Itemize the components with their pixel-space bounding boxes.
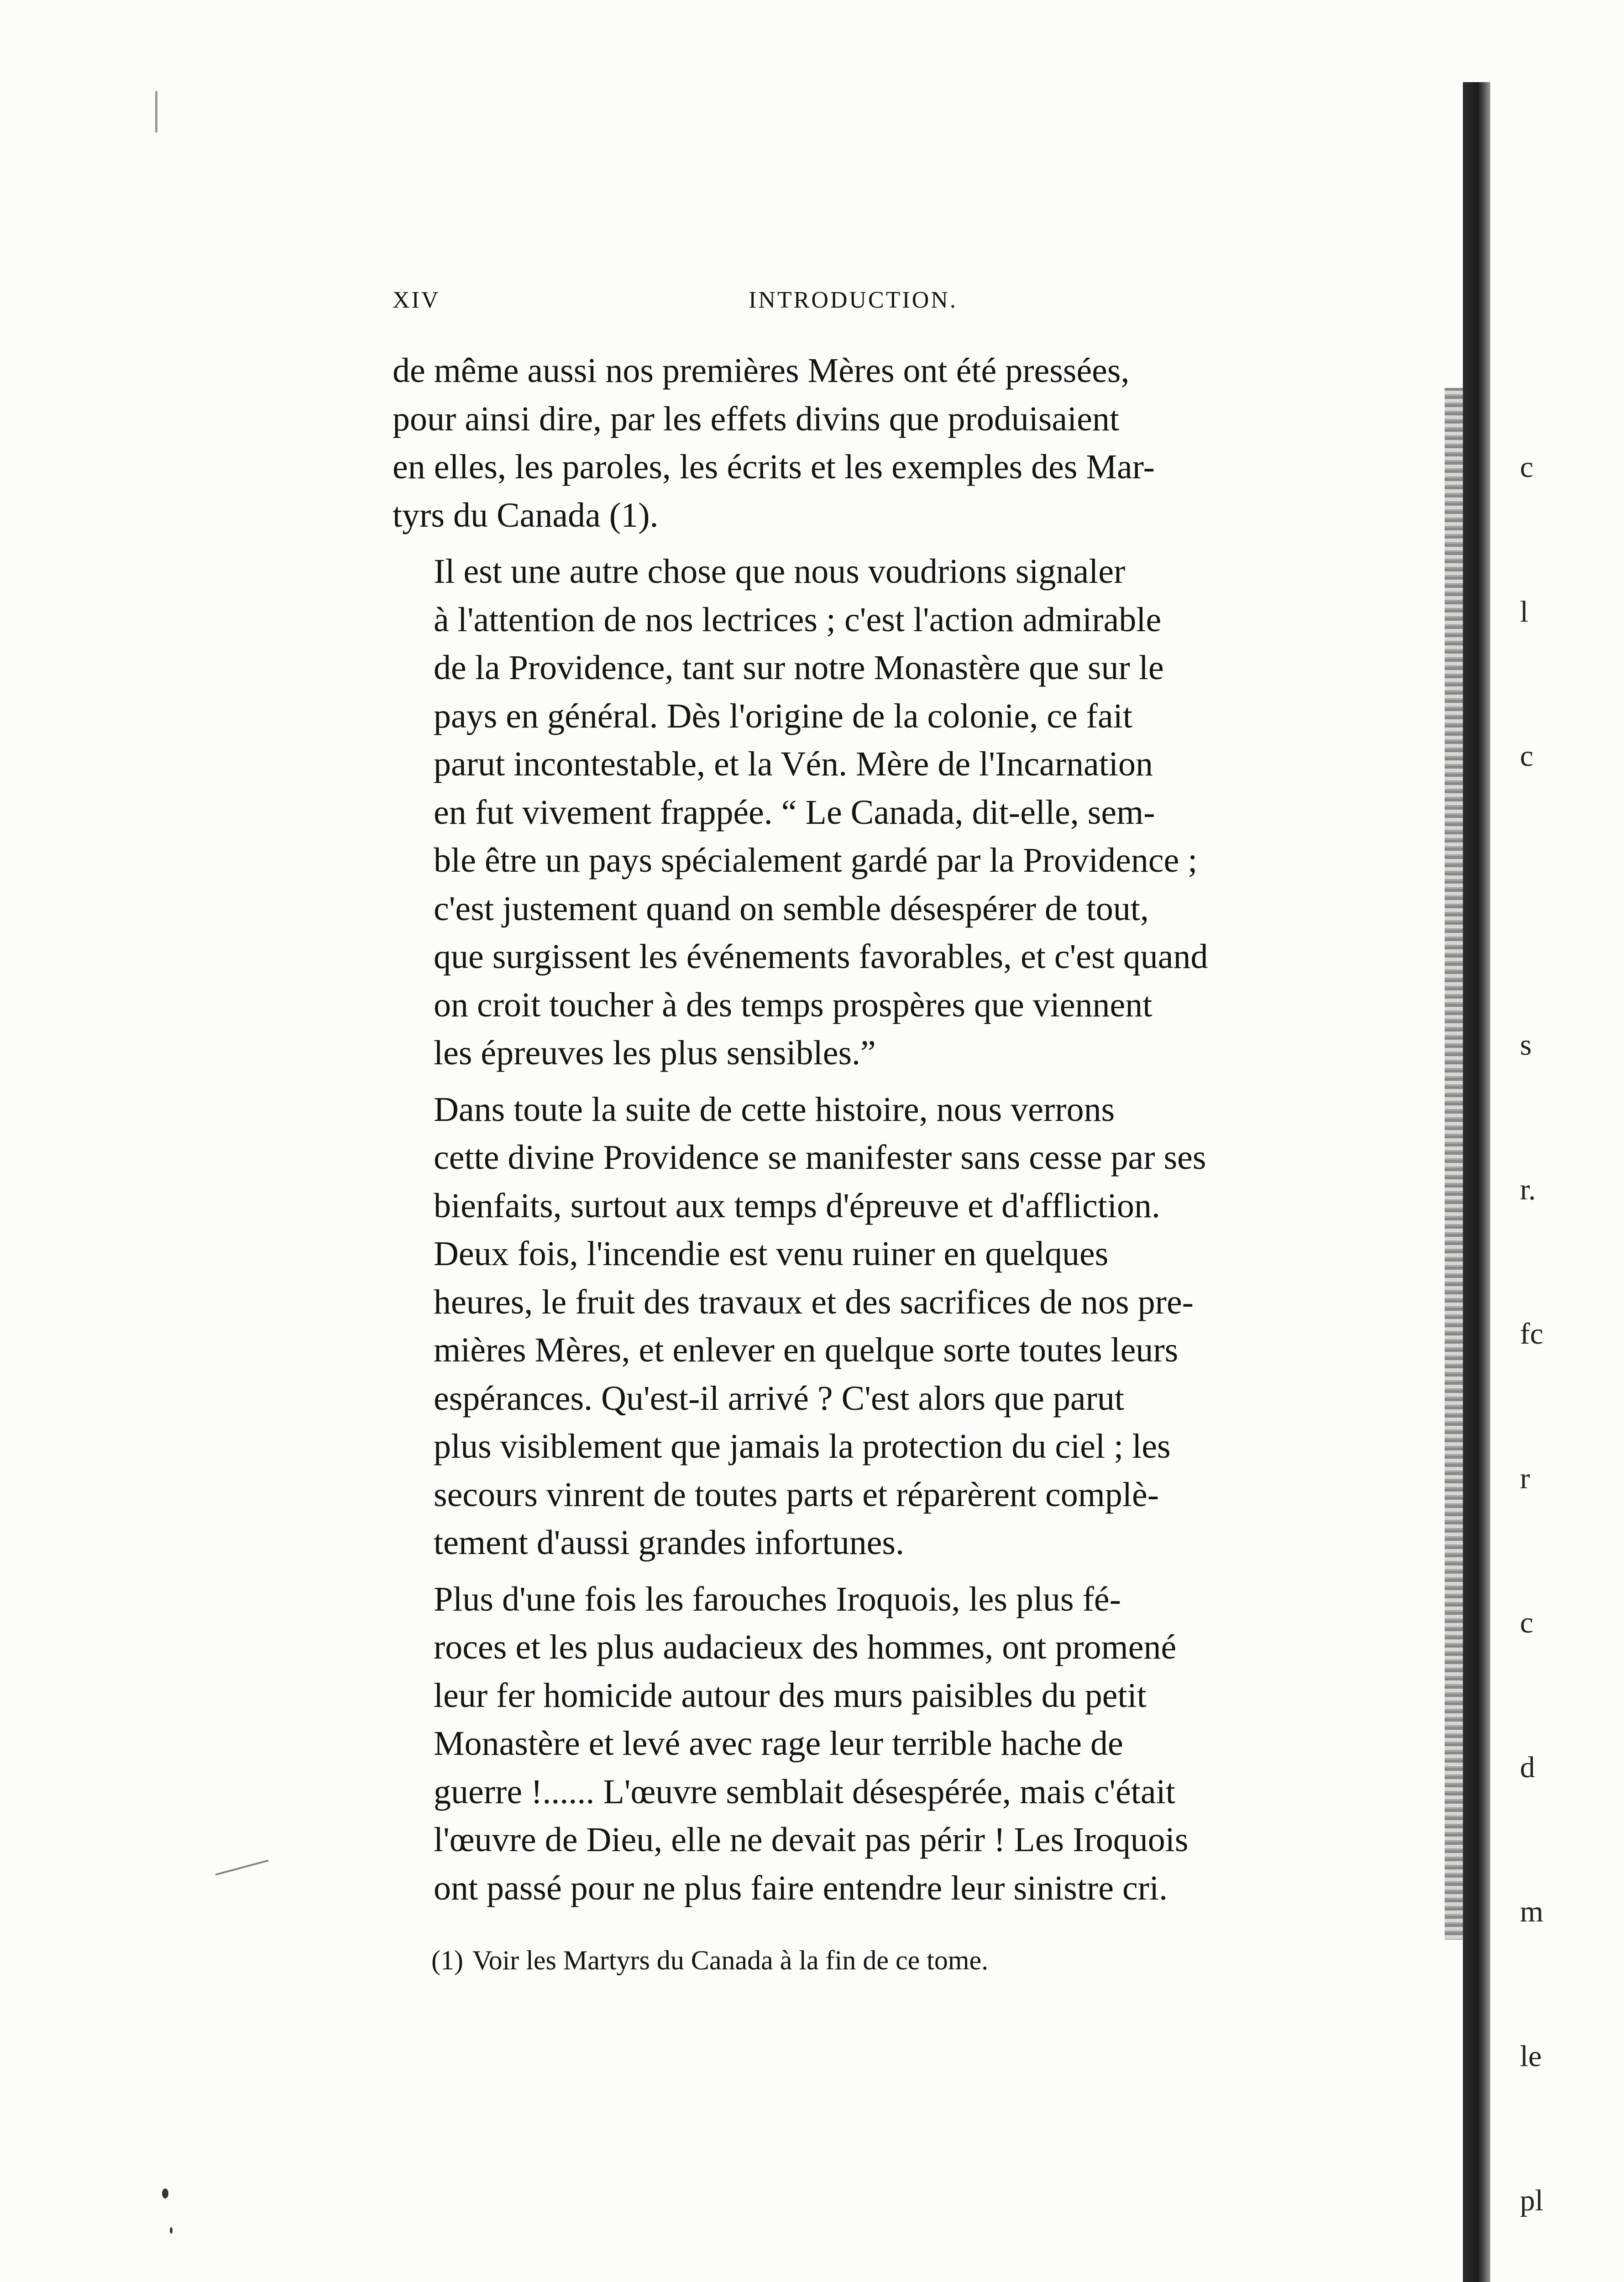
- facing-page-fragments: [1520, 347, 1624, 2282]
- text-line: leur fer homicide autour des murs paisibles du petit: [434, 1676, 1147, 1715]
- text-line: guerre !...... L'œuvre semblait désespérée, mais c'était: [434, 1772, 1175, 1811]
- text-line: ont passé pour ne plus faire entendre leur sinistre cri.: [434, 1869, 1168, 1907]
- fragment-line: c: [1520, 450, 1534, 484]
- text-line: les épreuves les plus sensibles.”: [434, 1034, 876, 1072]
- fragment-line: d: [1520, 1750, 1535, 1784]
- facing-page-shadow: [1463, 82, 1490, 2282]
- text-line: Plus d'une fois les farouches Iroquois, les plus fé-: [434, 1580, 1121, 1618]
- paragraph: [393, 1086, 1351, 1567]
- text-line: heures, le fruit des travaux et des sacrifices de nos pre-: [434, 1282, 1194, 1321]
- text-line: pays en général. Dès l'origine de la colonie, ce fait: [434, 696, 1132, 735]
- text-line: à l'attention de nos lectrices ; c'est l'action admirable: [434, 600, 1162, 639]
- text-line: cette divine Providence se manifester sans cesse par ses: [434, 1138, 1206, 1177]
- text-line: c'est justement quand on semble désespérer de tout,: [434, 889, 1149, 928]
- body-text: [393, 347, 1351, 1921]
- scan-speck: [170, 2227, 173, 2234]
- scan-speck: [215, 1860, 269, 1876]
- fragment-line: r.: [1520, 1172, 1536, 1206]
- text-line: tyrs du Canada (1).: [393, 496, 659, 534]
- scan-speck: [155, 91, 157, 132]
- text-line: Dans toute la suite de cette histoire, nous verrons: [434, 1090, 1115, 1129]
- text-line: espérances. Qu'est-il arrivé ? C'est alors que parut: [434, 1379, 1125, 1418]
- running-title: INTRODUCTION.: [749, 287, 958, 313]
- fragment-line: m: [1520, 1895, 1544, 1928]
- fragment-line: r: [1520, 1461, 1530, 1495]
- fragment-line: c: [1520, 1606, 1534, 1639]
- text-line: en elles, les paroles, les écrits et les exemples des Mar-: [393, 448, 1155, 486]
- paragraph: [393, 1575, 1351, 1913]
- text-line: de la Providence, tant sur notre Monastère que sur le: [434, 649, 1164, 687]
- text-line: Deux fois, l'incendie est venu ruiner en quelques: [434, 1235, 1109, 1273]
- text-line: plus visiblement que jamais la protection du ciel ; les: [434, 1427, 1171, 1466]
- paragraph: [393, 347, 1351, 539]
- footnote: [431, 1942, 1367, 1978]
- text-line: tement d'aussi grandes infortunes.: [434, 1523, 905, 1562]
- text-line: roces et les plus audacieux des hommes, ont promené: [434, 1628, 1177, 1666]
- text-line: on croit toucher à des temps prospères que viennent: [434, 985, 1153, 1024]
- fragment-line: [1520, 877, 1624, 925]
- page-number: XIV: [393, 287, 440, 313]
- text-line: Monastère et levé avec rage leur terrible hache de: [434, 1724, 1123, 1763]
- text-line: bienfaits, surtout aux temps d'épreuve et d'affliction.: [434, 1186, 1160, 1225]
- text-line: de même aussi nos premières Mères ont été pressées,: [393, 351, 1130, 390]
- text-line: mières Mères, et enlever en quelque sorte toutes leurs: [434, 1331, 1179, 1369]
- text-line: que surgissent les événements favorables, et c'est quand: [434, 937, 1208, 976]
- fragment-line: l: [1520, 595, 1529, 628]
- text-line: secours vinrent de toutes parts et réparèrent complè-: [434, 1475, 1159, 1514]
- page-gutter-edge: [1445, 388, 1463, 1940]
- paragraph: [393, 548, 1351, 1078]
- scan-speck: [162, 2188, 168, 2198]
- footnote-marker: (1): [431, 1945, 463, 1975]
- fragment-line: s: [1520, 1028, 1532, 1062]
- fragment-line: fc: [1520, 1317, 1544, 1350]
- text-line: l'œuvre de Dieu, elle ne devait pas périr ! Les Iroquois: [434, 1821, 1189, 1859]
- fragment-line: pl: [1520, 2184, 1544, 2217]
- fragment-line: c: [1520, 739, 1534, 773]
- text-line: pour ainsi dire, par les effets divins que produisaient: [393, 399, 1120, 438]
- text-line: en fut vivement frappée. “ Le Canada, dit-elle, sem-: [434, 793, 1155, 832]
- running-header: [393, 287, 1351, 323]
- footnote-text: Voir les Martyrs du Canada à la fin de ce tome.: [472, 1945, 989, 1975]
- text-line: Il est une autre chose que nous voudrions signaler: [434, 552, 1126, 591]
- fragment-line: le: [1520, 2039, 1542, 2073]
- text-line: ble être un pays spécialement gardé par la Providence ;: [434, 841, 1198, 879]
- text-line: parut incontestable, et la Vén. Mère de l'Incarnation: [434, 745, 1153, 783]
